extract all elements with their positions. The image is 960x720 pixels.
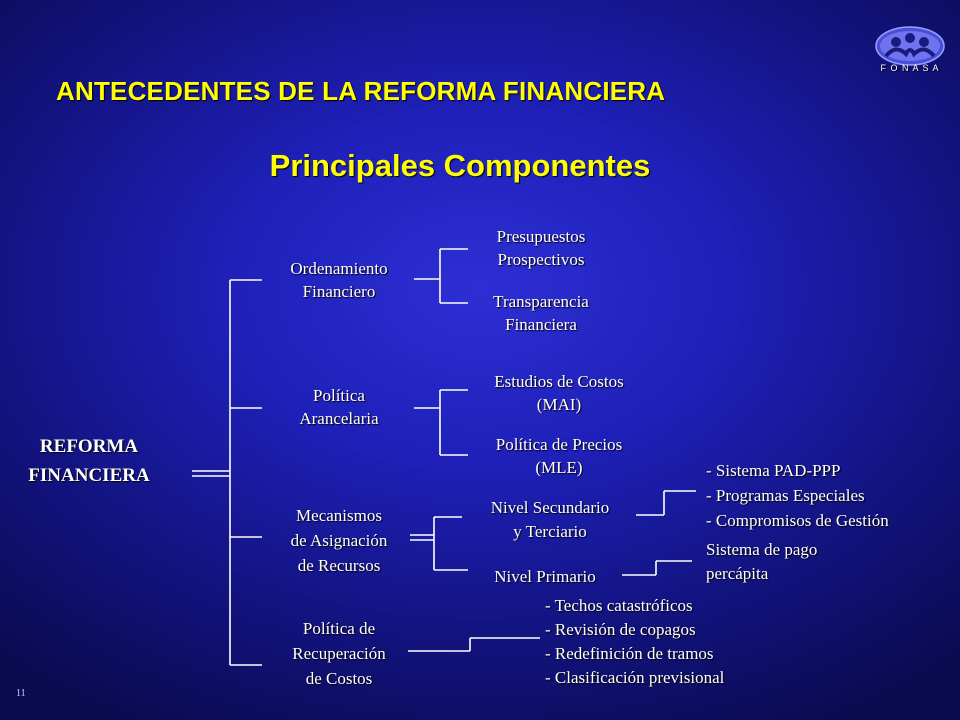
root-node	[14, 432, 164, 490]
mecanismos-line2: de Asignación	[290, 531, 388, 550]
ordenamiento-line2: Financiero	[302, 282, 376, 301]
component-mecanismos	[262, 503, 416, 578]
slide-subtitle: Principales Componentes	[269, 148, 651, 183]
arancelaria-bracket	[414, 390, 468, 455]
transparencia-line2: Financiera	[505, 315, 577, 334]
slide-number: 11	[16, 688, 26, 699]
fonasa-logo-text: F O N A S A	[880, 63, 940, 73]
presupuestos-line1: Presupuestos	[496, 227, 586, 246]
detail-item: - Clasificación previsional	[545, 668, 725, 687]
detail-item: Sistema de pago	[706, 540, 818, 559]
estudios-line2: (MAI)	[536, 395, 582, 414]
details-secundario-list	[706, 458, 889, 533]
mecanismos-bracket	[410, 517, 468, 570]
root-line1: REFORMA	[39, 436, 139, 457]
sub-nivel-secundario	[464, 496, 636, 544]
root-connector	[192, 471, 230, 476]
estudios-line1: Estudios de Costos	[494, 372, 624, 391]
root-line2: FINANCIERA	[28, 465, 150, 486]
secundario-line2: y Terciario	[513, 522, 587, 541]
transparencia-line1: Transparencia	[493, 292, 589, 311]
sub-presupuestos	[466, 225, 616, 271]
details-recuperacion-list	[545, 594, 724, 690]
ordenamiento-line1: Ordenamiento	[290, 259, 388, 278]
recuperacion-line2: Recuperación	[292, 644, 386, 663]
main-bracket	[230, 280, 262, 665]
component-recuperacion	[262, 616, 416, 691]
component-politica-arancelaria	[262, 384, 416, 430]
detail-item: - Programas Especiales	[706, 486, 865, 505]
detail-item: - Redefinición de tramos	[545, 644, 714, 663]
mecanismos-line1: Mecanismos	[296, 506, 382, 525]
component-ordenamiento	[262, 257, 416, 303]
sub-transparencia	[466, 290, 616, 336]
arancelaria-line1: Política	[313, 386, 365, 405]
presupuestos-line2: Prospectivos	[497, 250, 585, 269]
detail-item: - Revisión de copagos	[545, 620, 696, 639]
precios-line2: (MLE)	[535, 458, 583, 477]
slide-title: ANTECEDENTES DE LA REFORMA FINANCIERA	[56, 76, 666, 106]
primario-connector	[622, 561, 692, 575]
primario-line1: Nivel Primario	[494, 567, 596, 586]
sub-estudios-costos	[474, 370, 644, 416]
detail-item: percápita	[706, 564, 769, 583]
detail-item: - Compromisos de Gestión	[706, 511, 889, 530]
precios-line1: Política de Precios	[495, 435, 623, 454]
detail-item: - Sistema PAD-PPP	[706, 461, 841, 480]
secundario-line1: Nivel Secundario	[490, 498, 610, 517]
recuperacion-connector	[408, 638, 540, 651]
details-primario-list	[706, 538, 817, 586]
secundario-connector	[636, 491, 696, 515]
arancelaria-line2: Arancelaria	[299, 409, 379, 428]
ordenamiento-bracket	[414, 249, 468, 303]
recuperacion-line3: de Costos	[305, 669, 373, 688]
detail-item: - Techos catastróficos	[545, 596, 693, 615]
sub-nivel-primario	[470, 565, 620, 588]
sub-politica-precios	[474, 433, 644, 479]
mecanismos-line3: de Recursos	[297, 556, 381, 575]
recuperacion-line1: Política de	[302, 619, 376, 638]
